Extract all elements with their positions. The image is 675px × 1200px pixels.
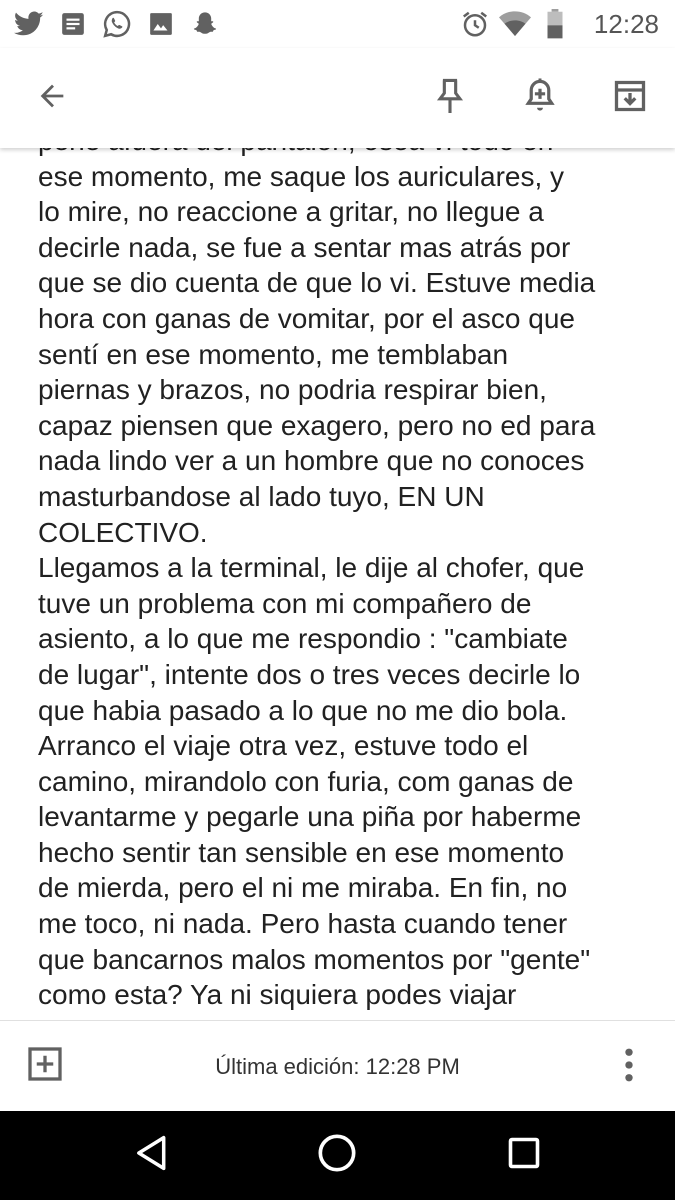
status-clock: 12:28	[593, 8, 659, 39]
nav-back-button[interactable]	[127, 1130, 177, 1180]
back-button[interactable]	[28, 74, 76, 122]
note-line: de mierda, pero el ni me miraba. En fin, no	[38, 872, 568, 904]
note-line: de lugar", intente dos o tres veces decirle lo	[38, 658, 581, 690]
note-line: lo mire, no reaccione a gritar, no llegue a	[38, 196, 544, 228]
note-line: nada lindo ver a un hombre que no conoces	[38, 445, 585, 477]
note-line: ese momento, me saque los auriculares, y	[38, 160, 565, 192]
note-line: que se dio cuenta de que lo vi. Estuve media	[38, 267, 596, 299]
archive-icon	[612, 78, 648, 119]
reminder-button[interactable]	[516, 74, 564, 122]
back-triangle-icon	[134, 1134, 170, 1177]
status-notifications	[14, 9, 234, 39]
note-line: levantarme y pegarle una piña por haberme	[38, 801, 582, 833]
home-circle-icon	[317, 1133, 357, 1178]
note-line: como esta? Ya ni siquiera podes viajar	[38, 979, 517, 1011]
pin-button[interactable]	[426, 74, 474, 122]
pin-icon	[433, 77, 467, 120]
note-line: piernas y brazos, no podria respirar bien,	[38, 374, 547, 406]
bottom-toolbar	[0, 1020, 675, 1111]
system-navigation-bar	[0, 1110, 675, 1200]
recents-square-icon	[506, 1135, 542, 1176]
note-line: COLECTIVO.	[38, 516, 208, 548]
note-line: hora con ganas de vomitar, por el asco que	[38, 302, 576, 334]
nav-recents-button[interactable]	[499, 1130, 549, 1180]
nav-home-button[interactable]	[312, 1130, 362, 1180]
twitter-icon	[14, 9, 44, 39]
snapchat-icon	[190, 9, 220, 39]
note-line: sentí en ese momento, me temblaban	[38, 338, 509, 370]
wifi-icon	[500, 9, 530, 39]
status-bar	[0, 0, 675, 48]
alarm-icon	[460, 9, 490, 39]
note-line: capaz piensen que exagero, pero no ed para	[38, 409, 596, 441]
note-line: que habia pasado a lo que no me dio bola.	[38, 694, 568, 726]
note-line: tuve un problema con mi compañero de	[38, 587, 532, 619]
archive-button[interactable]	[606, 74, 654, 122]
status-system	[460, 0, 659, 48]
more-options-button[interactable]	[607, 1045, 651, 1089]
note-line: asiento, a lo que me respondio : "cambiate	[38, 623, 568, 655]
note-body[interactable]	[0, 148, 675, 1020]
message-icon	[58, 9, 88, 39]
back-arrow-icon	[35, 79, 69, 118]
gallery-icon	[146, 9, 176, 39]
note-line: Llegamos a la terminal, le dije al chofer, que	[38, 552, 585, 584]
note-line: que bancarnos malos momentos por "gente"	[38, 943, 591, 975]
note-text[interactable]	[38, 123, 648, 1013]
note-line: me toco, ni nada. Pero hasta cuando tener	[38, 908, 568, 940]
note-line: hecho sentir tan sensible en ese momento	[38, 836, 565, 868]
note-toolbar	[0, 48, 675, 148]
battery-icon	[540, 9, 570, 39]
note-line: Arranco el viaje otra vez, estuve todo el	[38, 730, 529, 762]
whatsapp-icon	[102, 9, 132, 39]
reminder-icon	[522, 77, 558, 120]
note-line: camino, mirandolo con furia, com ganas de	[38, 765, 574, 797]
note-line: decirle nada, se fue a sentar mas atrás por	[38, 231, 571, 263]
note-line: masturbandose al lado tuyo, EN UN	[38, 480, 485, 512]
more-vert-icon	[623, 1048, 635, 1087]
last-edited-text: Última edición: 12:28 PM	[215, 1054, 460, 1079]
